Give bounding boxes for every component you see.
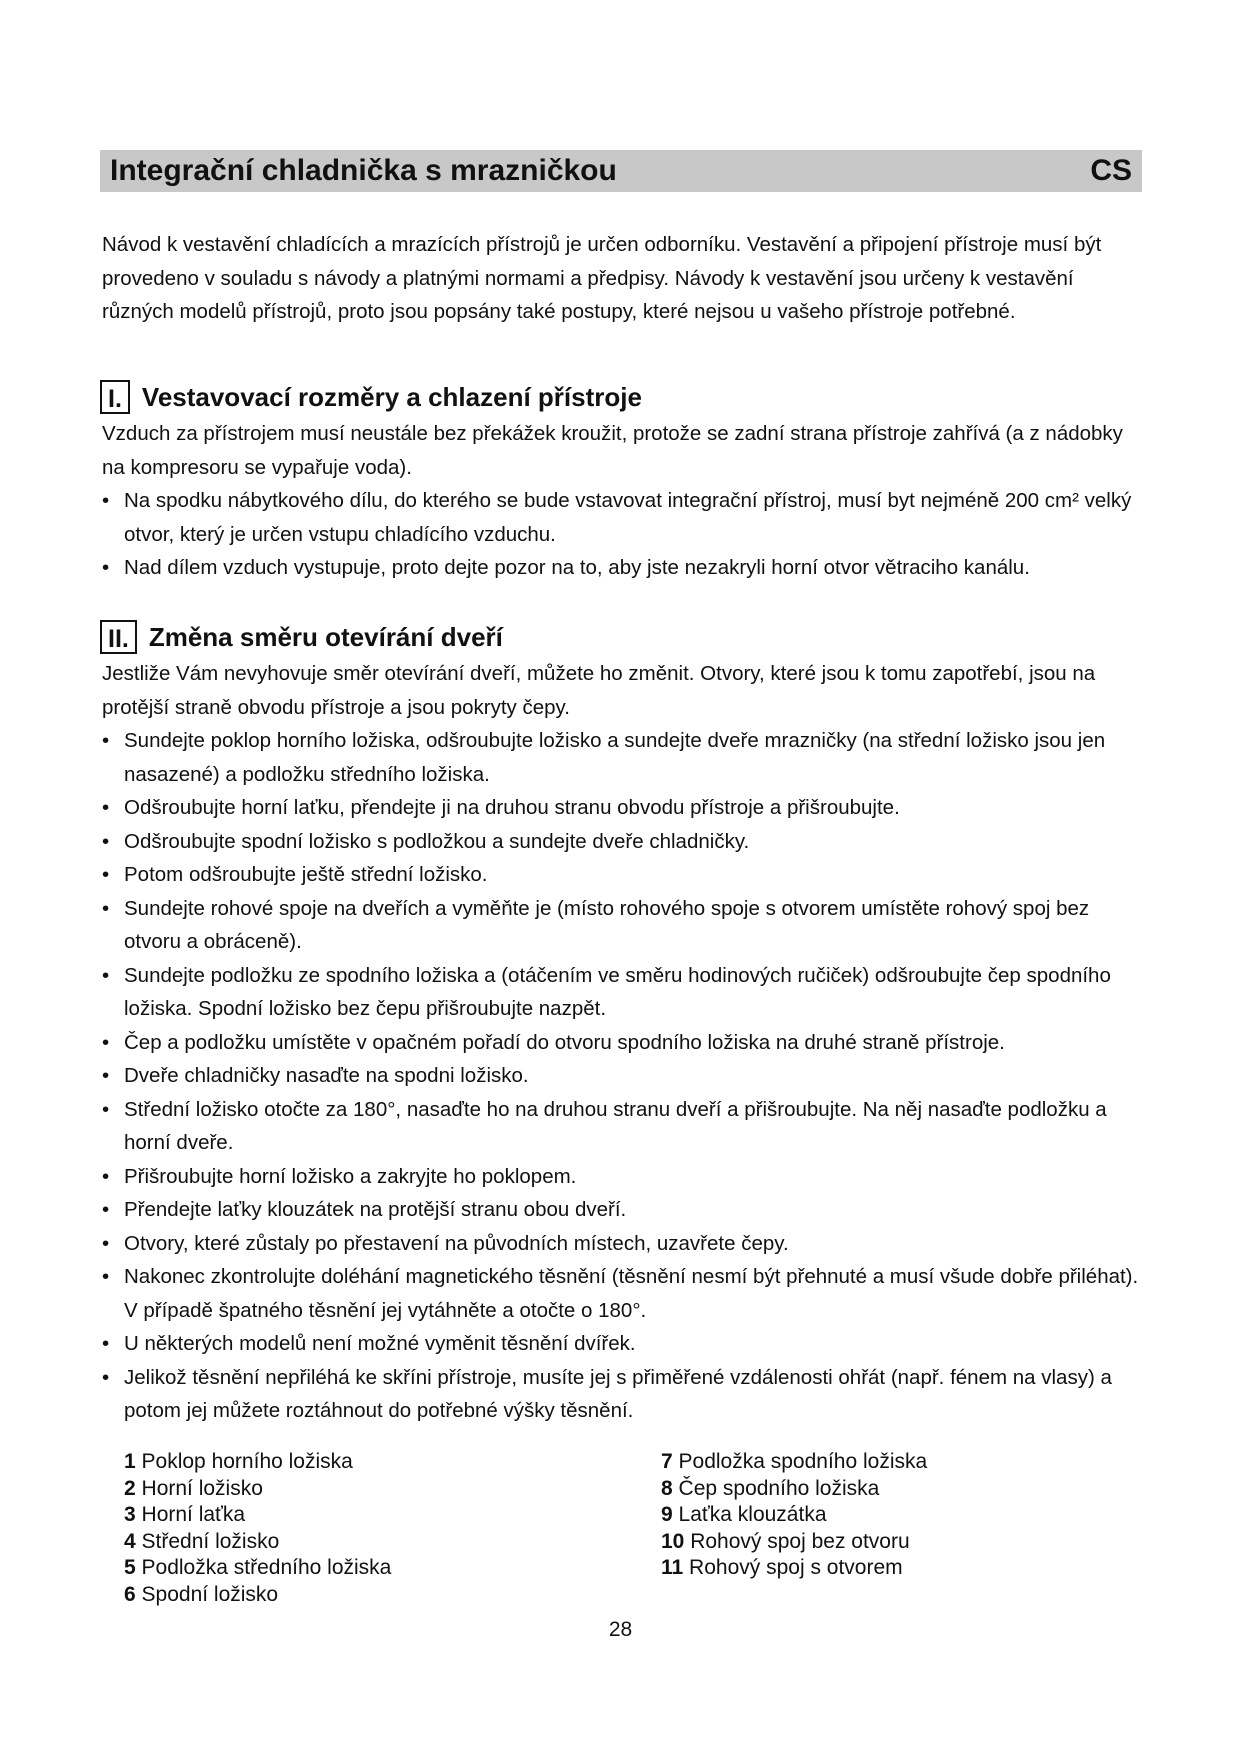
legend-number: 5	[124, 1556, 136, 1579]
title-bar	[100, 150, 1142, 192]
legend-label: Rohový spoj bez otvoru	[690, 1529, 910, 1553]
legend-number: 11	[661, 1556, 684, 1579]
list-item: • Přendejte laťky klouzátek na protější stranu obou dveří.	[100, 1193, 1145, 1227]
list-item: • Dveře chladničky nasaďte na spodni ložisko.	[100, 1059, 1145, 1093]
legend-left-column	[124, 1449, 391, 1608]
legend-item	[124, 1476, 391, 1503]
legend-number: 10	[661, 1529, 685, 1553]
legend-number: 4	[124, 1529, 136, 1553]
list-item: • Nad dílem vzduch vystupuje, proto dejte pozor na to, aby jste nezakryli horní otvor větraciho kanálu.	[100, 551, 1145, 585]
section-2-bullet-list	[100, 724, 1145, 1428]
legend-label: Poklop horního ložiska	[141, 1450, 353, 1473]
section-2-heading	[100, 617, 1145, 657]
list-item: • Střední ložisko otočte za 180°, nasaďte ho na druhou stranu dveří a přišroubujte. Na něj nasaďte podložku a horní dveře.	[100, 1093, 1145, 1160]
list-item: • Na spodku nábytkového dílu, do kterého se bude vstavovat integrační přístroj, musí byt nejméně 200 cm² velký otvor, který je určen vstupu chladícího vzduchu.	[100, 484, 1145, 551]
legend-number: 7	[661, 1450, 673, 1473]
list-item: • Přišroubujte horní ložisko a zakryjte ho poklopem.	[100, 1160, 1145, 1194]
legend-item	[661, 1449, 927, 1476]
legend-right-column	[661, 1449, 927, 1582]
legend-number: 1	[124, 1450, 136, 1473]
legend-number: 8	[661, 1476, 673, 1500]
section-1-title: Vestavovací rozměry a chlazení přístroje	[141, 381, 642, 412]
section-1-bullet-list	[100, 484, 1145, 585]
list-item: • Odšroubujte horní laťku, přendejte ji na druhou stranu obvodu přístroje a přišroubujte.	[100, 791, 1145, 825]
legend-number: 2	[124, 1476, 136, 1500]
legend-label: Podložka středního ložiska	[141, 1556, 392, 1579]
section-2-title: Změna směru otevírání dveří	[148, 621, 503, 652]
legend-label: Podložka spodního ložiska	[678, 1450, 928, 1473]
legend-item	[124, 1529, 391, 1556]
document-title: Integrační chladnička s mrazničkou	[110, 154, 617, 187]
section-1-heading	[100, 377, 1145, 417]
list-item: • Čep a podložku umístěte v opačném pořadí do otvoru spodního ložiska na druhé straně přístroje.	[100, 1026, 1145, 1060]
legend-label: Laťka klouzátka	[678, 1503, 827, 1526]
language-code: CS	[1090, 154, 1132, 187]
section-1-numeral: I.	[100, 380, 130, 414]
legend-item	[124, 1582, 391, 1609]
section-2-numeral: II.	[100, 620, 137, 654]
section-1	[100, 377, 1145, 585]
legend-item	[661, 1555, 927, 1582]
legend-item	[661, 1502, 927, 1529]
intro-paragraph: Návod k vestavění chladících a mrazících přístrojů je určen odborníku. Vestavění a připojení přístroje musí být provedeno v souladu s návody a platnými normami a předpisy. Návody k vestavění jsou určeny k vestavění různých modelů přístrojů, proto jsou popsány také postupy, které nejsou u vašeho přístroje potřebné.	[102, 233, 1102, 323]
legend-label: Čep spodního ložiska	[678, 1476, 880, 1500]
list-item: • Sundejte rohové spoje na dveřích a vyměňte je (místo rohového spoje s otvorem umístěte rohový spoj bez otvoru a obráceně).	[100, 892, 1145, 959]
legend-item	[661, 1529, 927, 1556]
legend-label: Spodní ložisko	[141, 1582, 279, 1606]
list-item: • Otvory, které zůstaly po přestavení na původních místech, uzavřete čepy.	[100, 1227, 1145, 1261]
legend-item	[124, 1502, 391, 1529]
legend-label: Horní ložisko	[141, 1476, 263, 1500]
list-item: • Potom odšroubujte ještě střední ložisko.	[100, 858, 1145, 892]
legend-item	[661, 1476, 927, 1503]
legend-item	[124, 1555, 391, 1582]
legend-label: Střední ložisko	[141, 1529, 280, 1553]
list-item: • Sundejte poklop horního ložiska, odšroubujte ložisko a sundejte dveře mrazničky (na střední ložisko jsou jen nasazené) a podložku středního ložiska.	[100, 724, 1145, 791]
legend-item	[124, 1449, 391, 1476]
legend-label: Rohový spoj s otvorem	[689, 1556, 903, 1579]
legend-label: Horní laťka	[141, 1503, 246, 1526]
section-2	[100, 617, 1145, 1428]
legend-number: 6	[124, 1582, 136, 1606]
page-number: 28	[608, 1618, 633, 1641]
list-item: • Odšroubujte spodní ložisko s podložkou a sundejte dveře chladničky.	[100, 825, 1145, 859]
section-1-paragraph: Vzduch za přístrojem musí neustále bez překážek kroužit, protože se zadní strana přístroje zahřívá (a z nádobky na kompresoru se vypařuje voda).	[102, 422, 1123, 479]
list-item: • Sundejte podložku ze spodního ložiska a (otáčením ve směru hodinových ručiček) odšroubujte čep spodního ložiska. Spodní ložisko bez čepu přišroubujte nazpět.	[100, 959, 1145, 1026]
list-item: • Jelikož těsnění nepřiléhá ke skříni přístroje, musíte jej s přiměřené vzdálenosti ohřát (např. fénem na vlasy) a potom jej můžete roztáhnout do potřebné výšky těsnění.	[100, 1361, 1145, 1428]
list-item: • U některých modelů není možné vyměnit těsnění dvířek.	[100, 1327, 1145, 1361]
legend-number: 9	[661, 1503, 673, 1526]
legend-number: 3	[124, 1503, 136, 1526]
section-2-paragraph: Jestliže Vám nevyhovuje směr otevírání dveří, můžete ho změnit. Otvory, které jsou k tomu zapotřebí, jsou na protější straně obvodu přístroje a jsou pokryty čepy.	[102, 662, 1096, 719]
list-item: • Nakonec zkontrolujte doléhání magnetického těsnění (těsnění nesmí být přehnuté a musí všude dobře přiléhat). V případě špatného těsnění jej vytáhněte a otočte o 180°.	[100, 1260, 1145, 1327]
